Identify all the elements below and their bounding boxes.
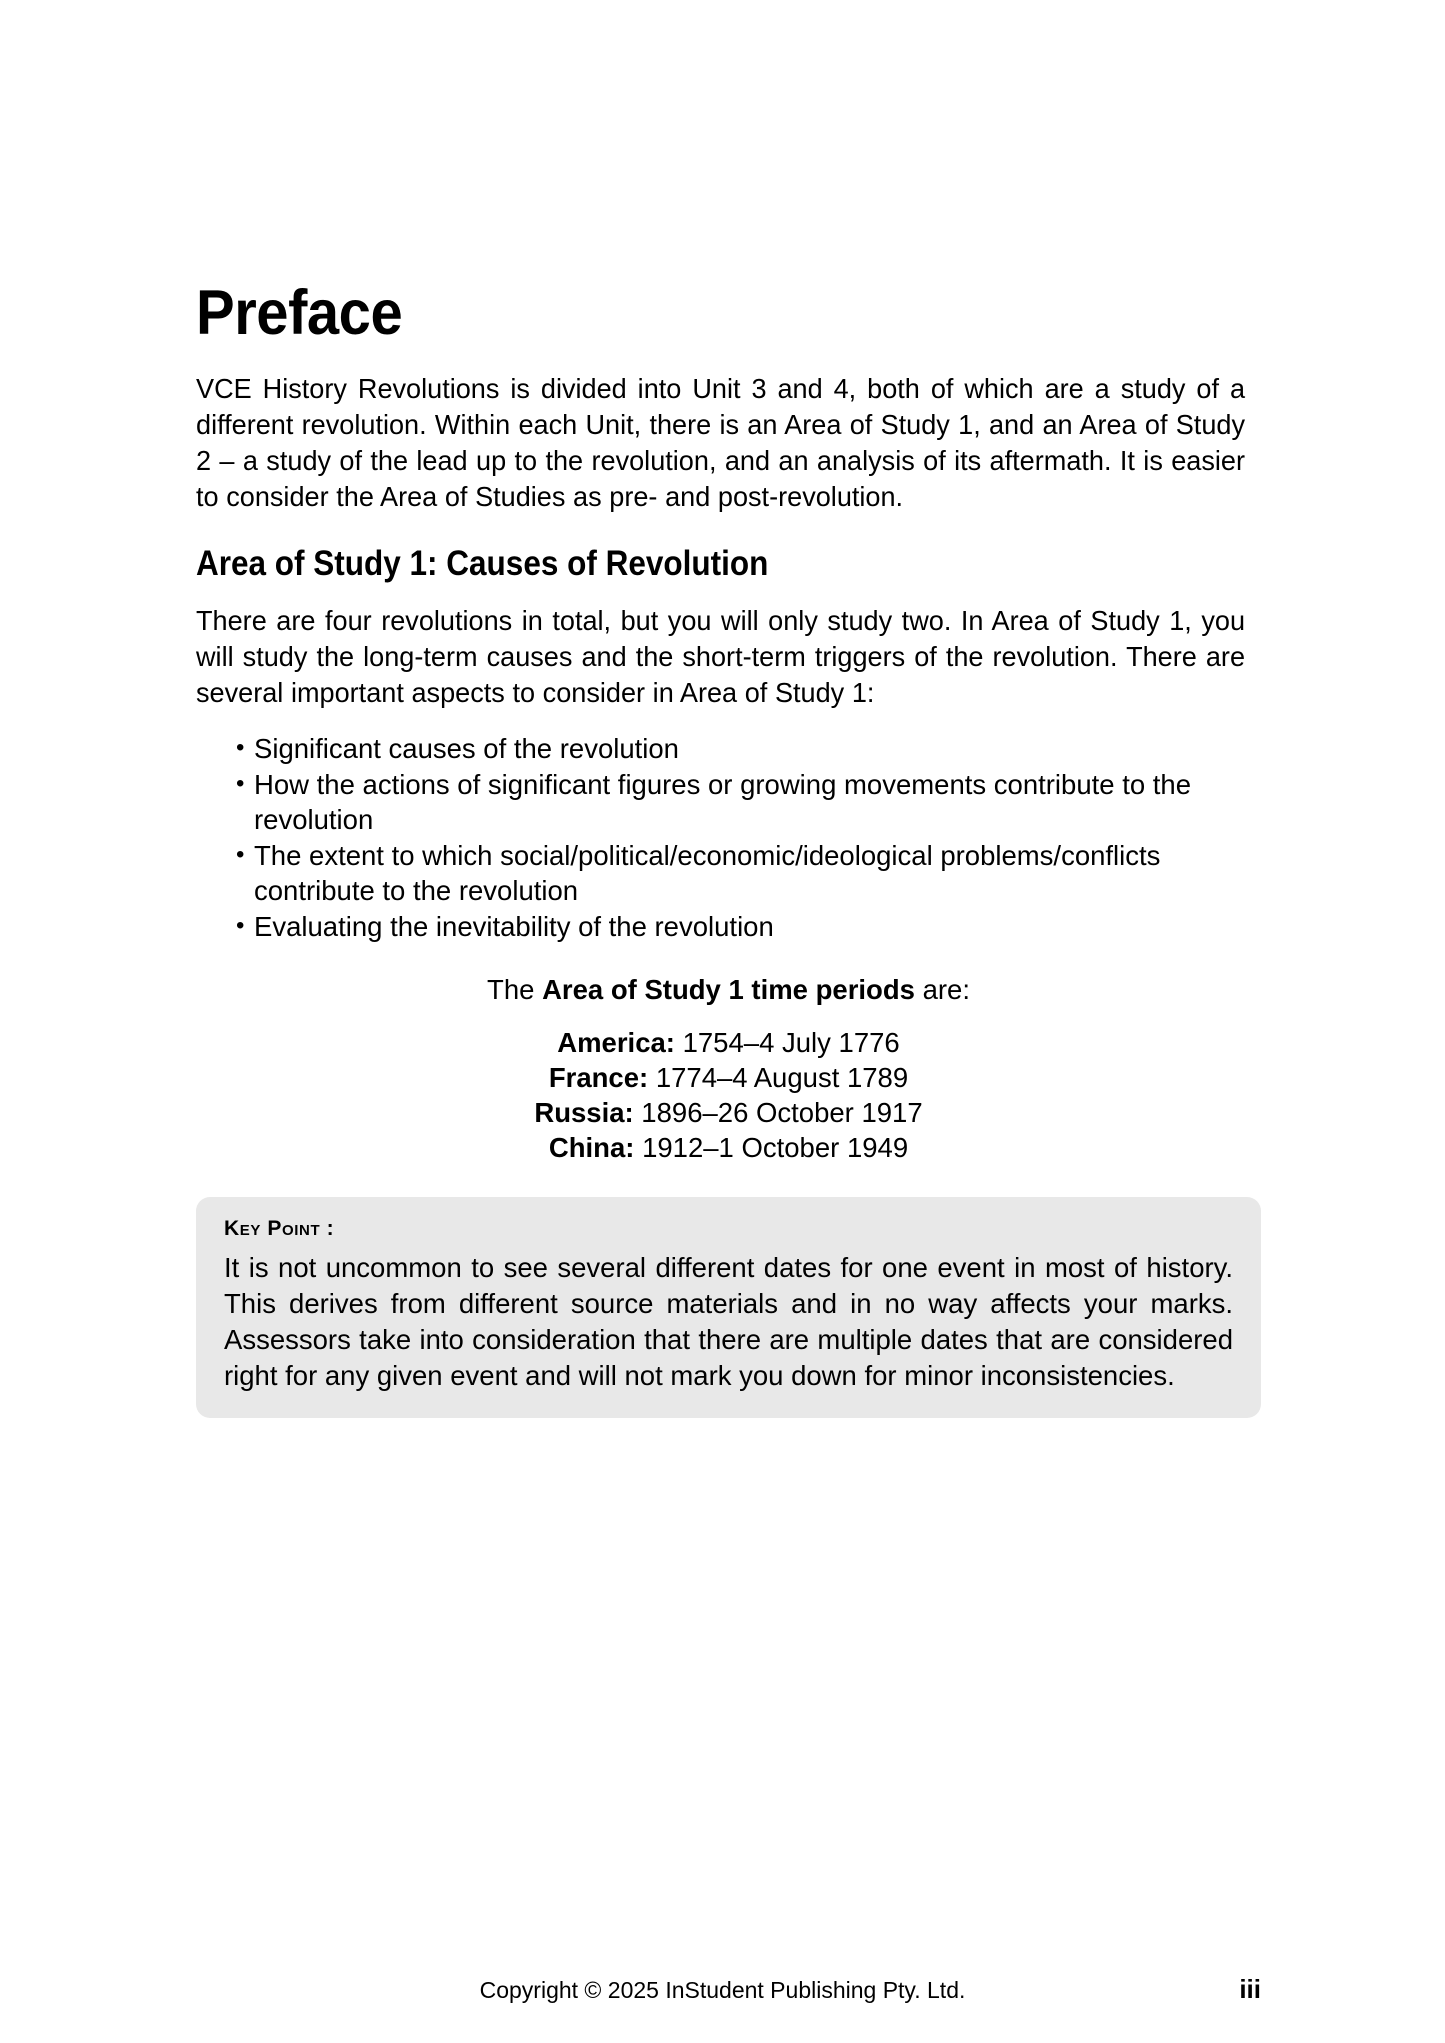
time-period-value: 1912–1 October 1949 [634,1132,909,1163]
time-period-label: China: [548,1132,635,1163]
time-period-label: America: [557,1027,675,1058]
page-footer [0,1975,1445,2015]
time-period-entry [196,1130,1261,1165]
section-heading-area-of-study-1: Area of Study 1: Causes of Revolution [196,544,769,583]
page-title: Preface [196,278,403,348]
list-item: • The extent to which social/political/economic/ideological problems/conflicts contribute to the revolution [196,838,1261,908]
section-paragraph: There are four revolutions in total, but you will only study two. In Area of Study 1, you will study the long-term causes and the short-term triggers of the revolution. There are several important aspects to consider in Area of Study 1: [196,605,1246,708]
time-periods-intro-bold: Area of Study 1 time periods [542,974,915,1005]
time-period-entry [196,1095,1261,1130]
list-item: • Significant causes of the revolution [196,731,1261,766]
copyright-notice: Copyright © 2025 InStudent Publishing Pty. Ltd. [479,1977,966,2003]
time-period-value: 1754–4 July 1776 [674,1027,900,1058]
time-periods-intro-suffix: are: [914,974,970,1005]
aspects-bullet-list [196,731,1261,944]
page-number: iii [1239,1974,1261,2004]
time-periods-block [196,972,1261,1165]
time-period-entry [196,1025,1261,1060]
page-content [196,278,1261,1418]
time-period-label: France: [548,1062,649,1093]
time-period-value: 1896–26 October 1917 [633,1097,923,1128]
time-period-value: 1774–4 August 1789 [648,1062,909,1093]
time-periods-intro [196,972,1261,1007]
key-point-callout [196,1197,1261,1418]
key-point-body: It is not uncommon to see several different dates for one event in most of history. This derives from different source materials and in no way affects your marks. Assessors take into consideration that there are multiple dates that are considered right for any given event and will not mark you down for minor inconsistencies. [224,1252,1233,1391]
time-period-entry [196,1060,1261,1095]
list-item: • How the actions of significant figures or growing movements contribute to the revolution [196,767,1261,837]
time-periods-intro-prefix: The [487,974,543,1005]
key-point-title: Key Point : [224,1217,335,1240]
list-item: • Evaluating the inevitability of the revolution [196,909,1261,944]
time-period-label: Russia: [534,1097,634,1128]
intro-paragraph: VCE History Revolutions is divided into Unit 3 and 4, both of which are a study of a different revolution. Within each Unit, there is an Area of Study 1, and an Area of Study 2 – a study of the lead up to the revolution, and an analysis of its aftermath. It is easier to consider the Area of Studies as pre- and post-revolution. [196,373,1246,512]
